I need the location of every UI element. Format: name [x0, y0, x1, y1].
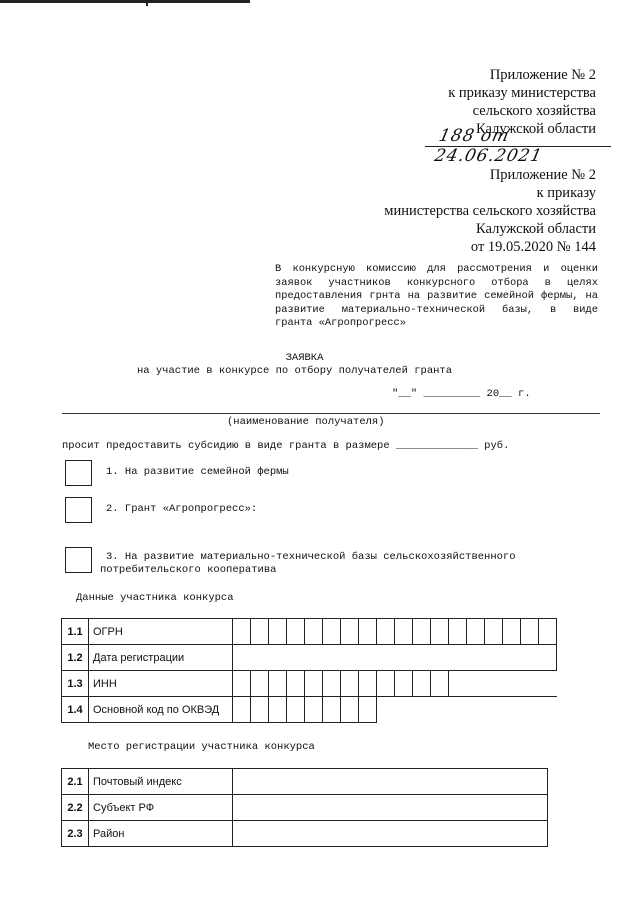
district-field[interactable] — [233, 821, 548, 847]
okved-cell[interactable] — [287, 697, 305, 723]
row-number: 2.3 — [62, 821, 89, 847]
ogrn-cell[interactable] — [233, 619, 251, 645]
ogrn-cell[interactable] — [395, 619, 413, 645]
header2-line2: к приказу — [536, 185, 596, 201]
option-2-label: 2. Грант «Агропрогресс»: — [106, 503, 258, 515]
row-number: 2.1 — [62, 769, 89, 795]
inn-cell[interactable] — [413, 671, 431, 697]
ogrn-cell[interactable] — [287, 619, 305, 645]
row-subject-rf — [62, 795, 548, 821]
row-label-postal-code: Почтовый индекс — [89, 769, 233, 795]
row-ogrn — [62, 619, 557, 645]
row-postal-code — [62, 769, 548, 795]
ogrn-cell[interactable] — [503, 619, 521, 645]
blank-space — [449, 671, 557, 697]
addressee-text: В конкурсную комиссию для рассмотрения и оценки заявок участников конкурсного отбора в целях предоставления грнта на развитие семейной фермы, на развитие материально-технической базы, в виде гранта «Агропрогресс» — [275, 263, 598, 330]
header2-line1: Приложение № 2 — [489, 167, 596, 183]
okved-cell[interactable] — [341, 697, 359, 723]
blank-space — [377, 697, 557, 723]
row-number: 2.2 — [62, 795, 89, 821]
okved-cell[interactable] — [269, 697, 287, 723]
row-label-subject-rf: Субъект РФ — [89, 795, 233, 821]
participant-table — [61, 618, 557, 723]
recipient-name-line[interactable] — [62, 413, 600, 414]
row-number: 1.2 — [62, 645, 89, 671]
option-3-label-line1: 3. На развитие материально-технической базы сельскохозяйственного — [106, 551, 516, 563]
ogrn-cell[interactable] — [359, 619, 377, 645]
subject-rf-field[interactable] — [233, 795, 548, 821]
option-3-label — [100, 551, 516, 577]
inn-cell[interactable] — [431, 671, 449, 697]
header1-line1: Приложение № 2 — [489, 67, 596, 83]
scan-edge-tick — [146, 0, 148, 6]
option-3-checkbox[interactable] — [65, 547, 92, 573]
scan-edge-line — [0, 0, 250, 3]
ogrn-cell[interactable] — [467, 619, 485, 645]
option-3-label-line2: потребительского кооператива — [100, 564, 277, 576]
ogrn-cell[interactable] — [323, 619, 341, 645]
okved-cell[interactable] — [305, 697, 323, 723]
ogrn-cell[interactable] — [485, 619, 503, 645]
option-1-checkbox[interactable] — [65, 460, 92, 486]
header1-line3: сельского хозяйства — [472, 103, 596, 119]
ogrn-cell[interactable] — [449, 619, 467, 645]
ogrn-cell[interactable] — [521, 619, 539, 645]
participant-heading: Данные участника конкурса — [76, 592, 234, 604]
inn-cell[interactable] — [269, 671, 287, 697]
ogrn-cell[interactable] — [431, 619, 449, 645]
header2-line3: министерства сельского хозяйства — [384, 203, 596, 219]
handwritten-order-number — [425, 126, 611, 166]
ogrn-cell[interactable] — [539, 619, 557, 645]
row-district — [62, 821, 548, 847]
ogrn-cell[interactable] — [413, 619, 431, 645]
header1-line2: к приказу министерства — [448, 85, 596, 101]
inn-cell[interactable] — [233, 671, 251, 697]
header-appendix-2 — [384, 166, 596, 256]
option-1-label: 1. На развитие семейной фермы — [106, 466, 289, 478]
inn-cell[interactable] — [251, 671, 269, 697]
header1-line4: Калужской области — [476, 121, 596, 137]
row-label-ogrn: ОГРН — [89, 619, 233, 645]
row-inn — [62, 671, 557, 697]
row-label-inn: ИНН — [89, 671, 233, 697]
inn-cell[interactable] — [395, 671, 413, 697]
okved-cell[interactable] — [251, 697, 269, 723]
registration-table — [61, 768, 548, 847]
okved-cell[interactable] — [323, 697, 341, 723]
row-label-district: Район — [89, 821, 233, 847]
okved-cell[interactable] — [233, 697, 251, 723]
postal-code-field[interactable] — [233, 769, 548, 795]
okved-cell[interactable] — [359, 697, 377, 723]
row-number: 1.3 — [62, 671, 89, 697]
header2-line4: Калужской области — [476, 221, 596, 237]
ogrn-cell[interactable] — [377, 619, 395, 645]
row-number: 1.4 — [62, 697, 89, 723]
inn-cell[interactable] — [341, 671, 359, 697]
header2-line5: от 19.05.2020 № 144 — [470, 239, 596, 255]
row-okved — [62, 697, 557, 723]
inn-cell[interactable] — [359, 671, 377, 697]
handwritten-text: 188 от 24.06.2021 — [432, 126, 545, 166]
registration-date-field[interactable] — [233, 645, 557, 671]
inn-cell[interactable] — [287, 671, 305, 697]
application-subtitle: на участие в конкурсе по отбору получателей гранта — [136, 365, 453, 377]
row-label-registration-date: Дата регистрации — [89, 645, 233, 671]
row-label-okved: Основной код по ОКВЭД — [89, 697, 233, 723]
ogrn-cell[interactable] — [251, 619, 269, 645]
row-registration-date — [62, 645, 557, 671]
option-2-checkbox[interactable] — [65, 497, 92, 523]
request-text: просит предоставить субсидию в виде гранта в размере _____________ руб. — [62, 440, 510, 452]
recipient-caption: (наименование получателя) — [227, 416, 385, 428]
inn-cell[interactable] — [305, 671, 323, 697]
row-number: 1.1 — [62, 619, 89, 645]
addressee-block — [275, 263, 598, 331]
inn-cell[interactable] — [377, 671, 395, 697]
application-title: ЗАЯВКА — [285, 352, 324, 364]
date-line[interactable]: "__" _________ 20__ г. — [392, 388, 531, 400]
inn-cell[interactable] — [323, 671, 341, 697]
registration-heading: Место регистрации участника конкурса — [88, 741, 315, 753]
ogrn-cell[interactable] — [341, 619, 359, 645]
ogrn-cell[interactable] — [269, 619, 287, 645]
ogrn-cell[interactable] — [305, 619, 323, 645]
